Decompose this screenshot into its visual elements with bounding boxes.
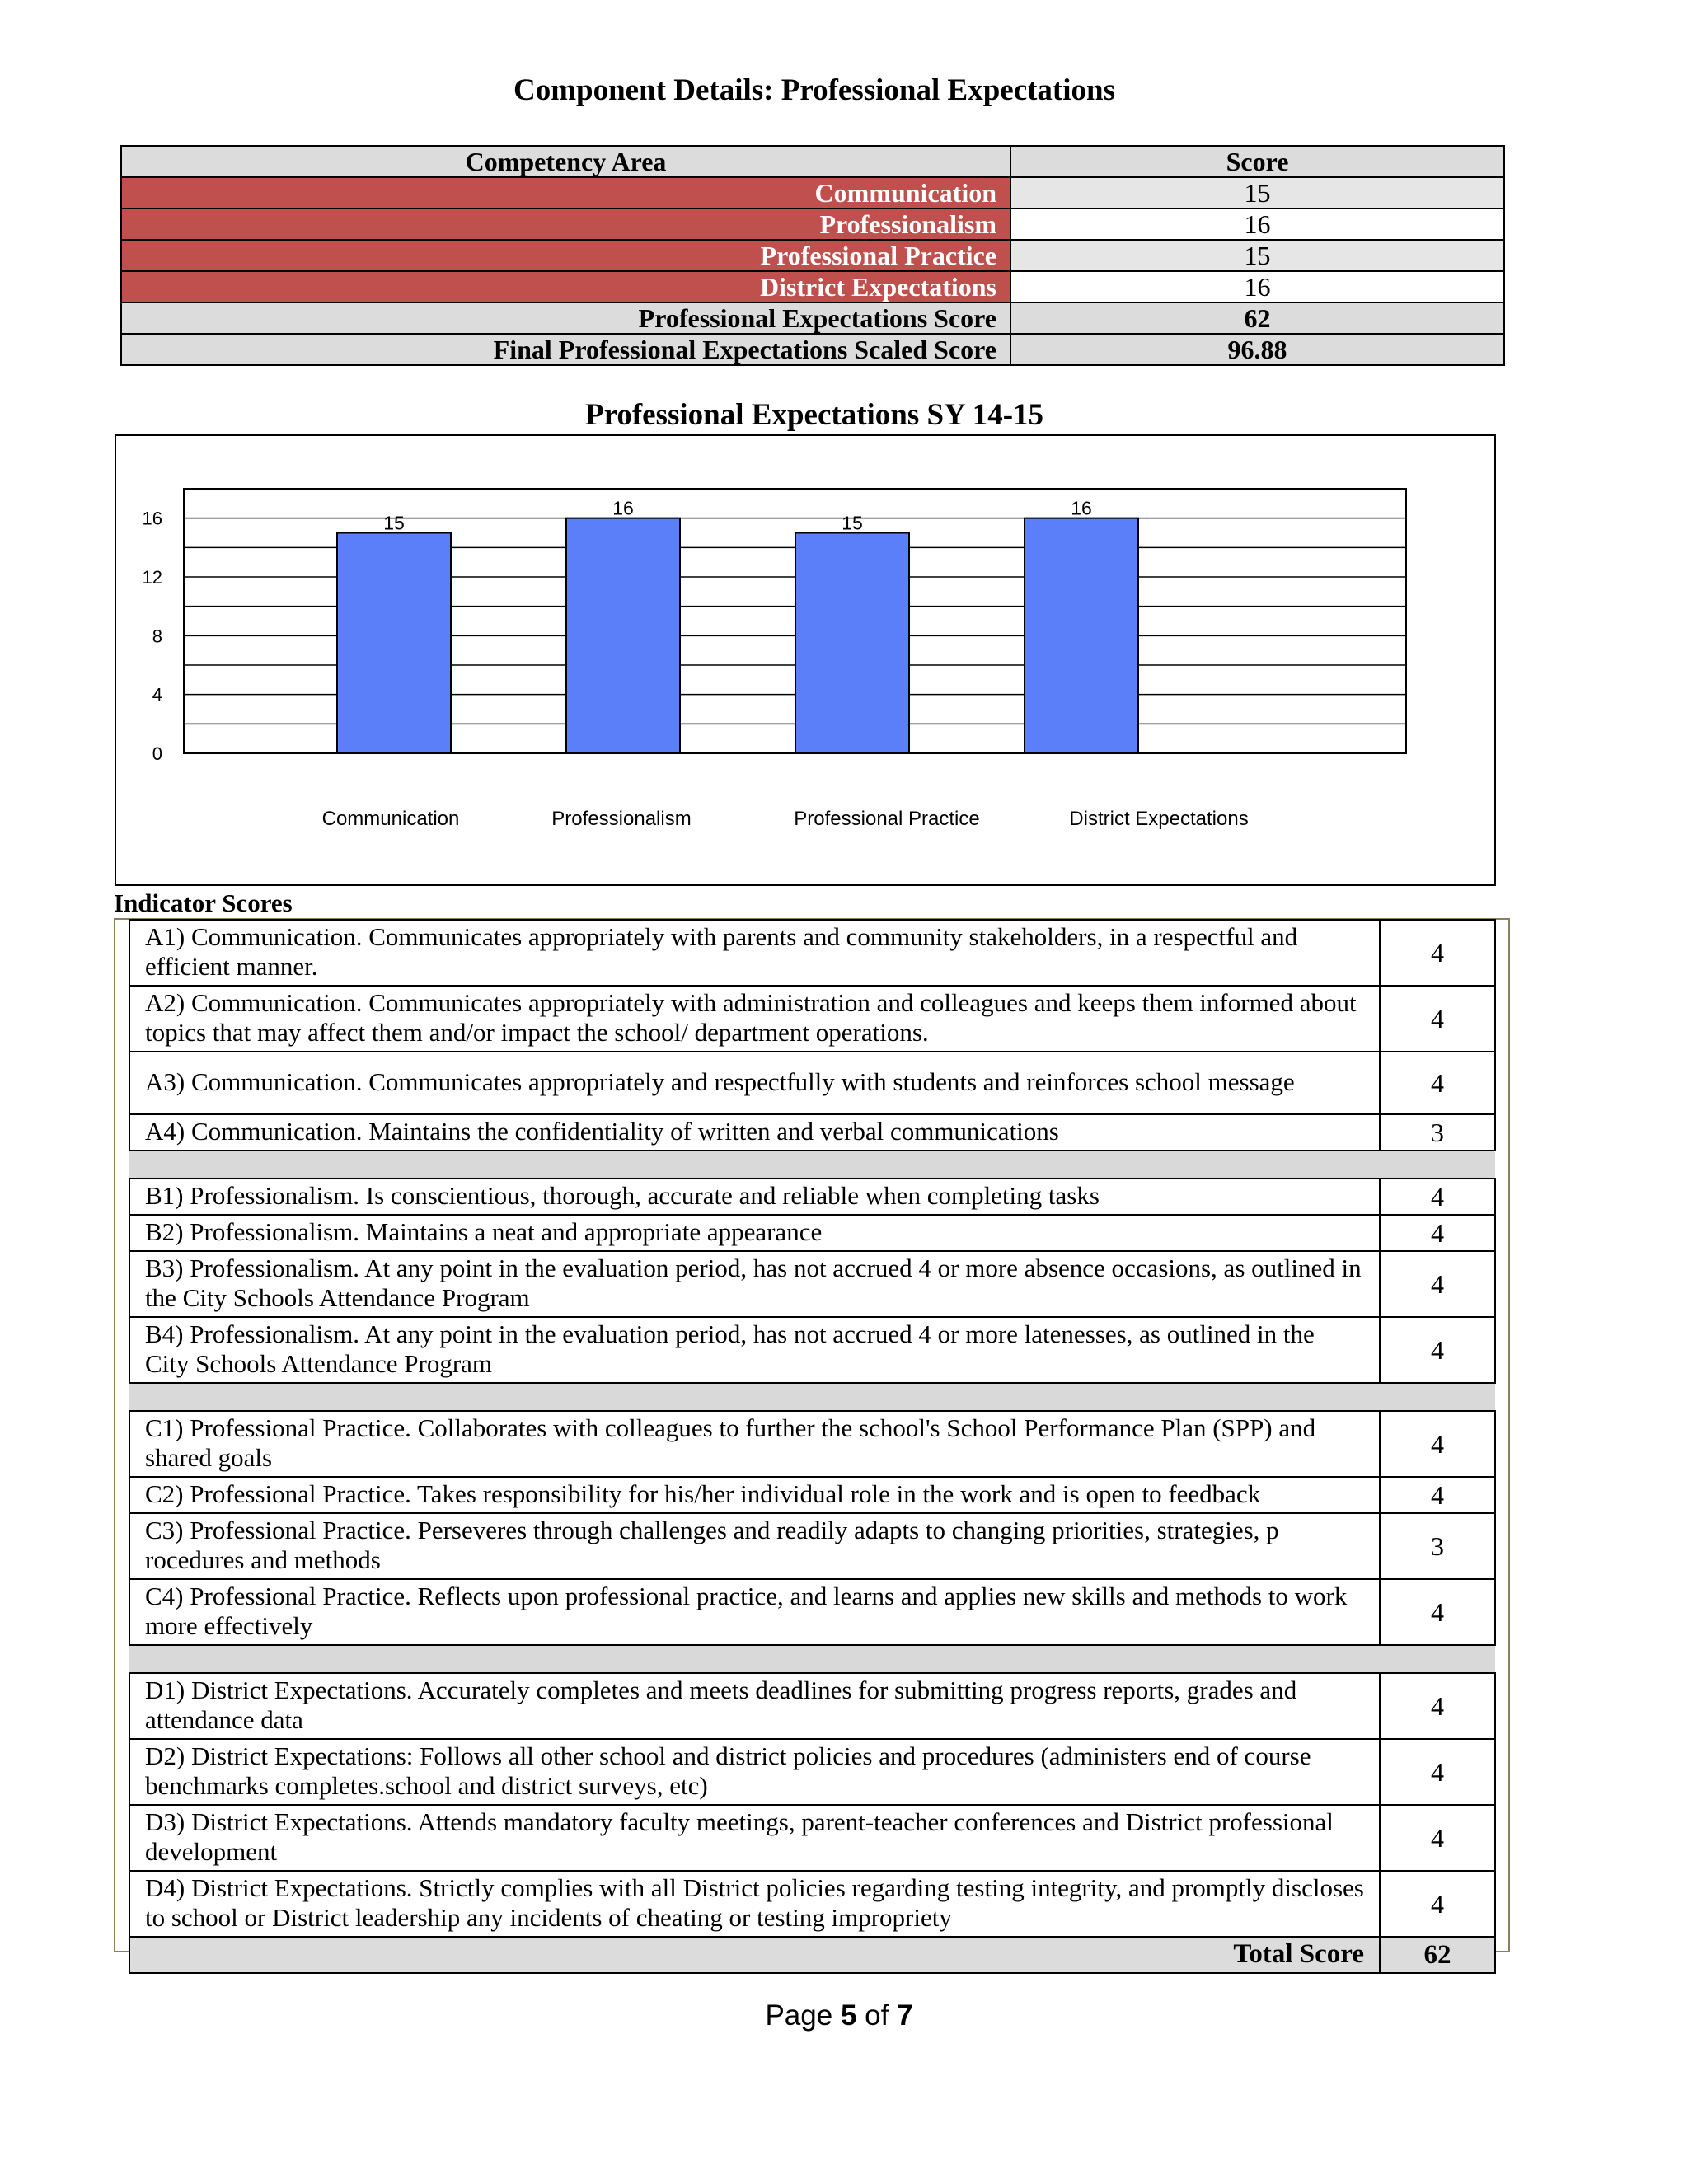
indicator-row xyxy=(129,1215,1495,1251)
indicator-row xyxy=(129,1477,1495,1513)
summary-header-row xyxy=(121,146,1504,177)
indicator-text: A4) Communication. Maintains the confidentiality of written and verbal communications xyxy=(129,1114,1380,1151)
indicator-text: D4) District Expectations. Strictly complies with all District policies regarding testing integrity, and promptly discloses to school or District leadership any incidents of cheating or testing impropriety xyxy=(129,1871,1380,1937)
indicator-row xyxy=(129,1317,1495,1383)
header-score: Score xyxy=(1010,146,1504,177)
group-spacer-row xyxy=(129,1151,1495,1179)
indicator-row xyxy=(129,920,1495,986)
indicator-row xyxy=(129,1411,1495,1477)
indicator-text: B1) Professionalism. Is conscientious, thorough, accurate and reliable when completing tasks xyxy=(129,1179,1380,1215)
footer-current-page: 5 xyxy=(840,1999,857,2032)
summary-row-district-expectations xyxy=(121,271,1504,302)
total-score-row xyxy=(129,1937,1495,1973)
indicator-score: 4 xyxy=(1380,1739,1495,1805)
indicator-score: 3 xyxy=(1380,1513,1495,1579)
indicator-score: 4 xyxy=(1380,1673,1495,1739)
pe-score-label: Professional Expectations Score xyxy=(121,302,1010,334)
summary-row-final-score xyxy=(121,334,1504,365)
indicator-row xyxy=(129,1579,1495,1645)
indicator-score: 4 xyxy=(1380,1411,1495,1477)
indicator-row xyxy=(129,986,1495,1052)
y-tick-label: 4 xyxy=(152,684,162,705)
summary-row-professional-practice xyxy=(121,240,1504,271)
footer-page-prefix: Page xyxy=(765,1999,833,2032)
indicator-row xyxy=(129,1114,1495,1151)
total-score-value: 62 xyxy=(1380,1937,1495,1973)
indicator-score: 4 xyxy=(1380,1179,1495,1215)
group-spacer-row xyxy=(129,1645,1495,1673)
indicator-text: D1) District Expectations. Accurately completes and meets deadlines for submitting progress reports, grades and attendance data xyxy=(129,1673,1380,1739)
indicator-text: B3) Professionalism. At any point in the evaluation period, has not accrued 4 or more absence occasions, as outlined in the City Schools Attendance Program xyxy=(129,1251,1380,1317)
chart-canvas xyxy=(116,436,1498,888)
indicator-text: D3) District Expectations. Attends mandatory faculty meetings, parent-teacher conferences and District professional development xyxy=(129,1805,1380,1871)
indicator-scores-heading: Indicator Scores xyxy=(114,888,293,917)
indicator-score: 4 xyxy=(1380,1805,1495,1871)
indicator-row xyxy=(129,1052,1495,1114)
competency-label: District Expectations xyxy=(121,271,1010,302)
indicator-score: 4 xyxy=(1380,1052,1495,1114)
header-competency-area: Competency Area xyxy=(121,146,1010,177)
footer-total-pages: 7 xyxy=(897,1999,913,2032)
competency-summary-table xyxy=(120,145,1505,366)
final-score-label: Final Professional Expectations Scaled Score xyxy=(121,334,1010,365)
summary-row-communication xyxy=(121,177,1504,209)
competency-score: 16 xyxy=(1010,271,1504,302)
spacer-cell xyxy=(129,1151,1380,1179)
x-tick-label: District Expectations xyxy=(1069,808,1249,830)
competency-label: Communication xyxy=(121,177,1010,209)
indicator-score: 4 xyxy=(1380,1477,1495,1513)
indicator-text: D2) District Expectations: Follows all other school and district policies and procedures (administers end of course benchmarks completes.school and district surveys, etc) xyxy=(129,1739,1380,1805)
indicator-text: A3) Communication. Communicates appropriately and respectfully with students and reinforces school message xyxy=(129,1052,1380,1114)
summary-row-pe-score xyxy=(121,302,1504,334)
final-score-value: 96.88 xyxy=(1010,334,1504,365)
indicator-row xyxy=(129,1179,1495,1215)
y-tick-label: 12 xyxy=(142,567,162,588)
competency-label: Professionalism xyxy=(121,209,1010,240)
x-tick-label: Professional Practice xyxy=(794,808,980,830)
indicator-row xyxy=(129,1513,1495,1579)
page-title: Component Details: Professional Expectations xyxy=(513,73,1116,107)
pe-score-value: 62 xyxy=(1010,302,1504,334)
indicator-row xyxy=(129,1673,1495,1739)
indicator-score: 4 xyxy=(1380,986,1495,1052)
indicator-scores-table xyxy=(129,919,1496,1974)
footer-of: of xyxy=(865,1999,889,2032)
indicator-text: C1) Professional Practice. Collaborates with colleagues to further the school's School Performance Plan (SPP) and shared goals xyxy=(129,1411,1380,1477)
indicator-text: A1) Communication. Communicates appropriately with parents and community stakeholders, in a respectful and efficient manner. xyxy=(129,920,1380,986)
spacer-cell xyxy=(129,1383,1380,1411)
competency-score: 16 xyxy=(1010,209,1504,240)
data-label: 15 xyxy=(842,512,863,534)
indicator-row xyxy=(129,1805,1495,1871)
group-spacer-row xyxy=(129,1383,1495,1411)
competency-score: 15 xyxy=(1010,240,1504,271)
indicator-row xyxy=(129,1739,1495,1805)
bar-communication xyxy=(337,533,451,754)
data-label: 16 xyxy=(612,497,634,519)
x-tick-label: Professionalism xyxy=(551,808,692,830)
bar-professional-practice xyxy=(795,533,909,754)
indicator-score: 3 xyxy=(1380,1114,1495,1151)
indicator-score: 4 xyxy=(1380,1579,1495,1645)
y-tick-label: 16 xyxy=(142,508,162,529)
indicator-text: B2) Professionalism. Maintains a neat and appropriate appearance xyxy=(129,1215,1380,1251)
competency-label: Professional Practice xyxy=(121,240,1010,271)
total-score-label: Total Score xyxy=(129,1937,1380,1973)
competency-score: 15 xyxy=(1010,177,1504,209)
summary-row-professionalism xyxy=(121,209,1504,240)
y-tick-label: 8 xyxy=(152,626,162,647)
spacer-cell xyxy=(129,1645,1380,1673)
indicator-row xyxy=(129,1251,1495,1317)
indicator-text: B4) Professionalism. At any point in the evaluation period, has not accrued 4 or more latenesses, as outlined in the City Schools Attendance Program xyxy=(129,1317,1380,1383)
indicator-score: 4 xyxy=(1380,1251,1495,1317)
indicator-text: C4) Professional Practice. Reflects upon professional practice, and learns and applies new skills and methods to work more effectively xyxy=(129,1579,1380,1645)
spacer-cell xyxy=(1380,1645,1495,1673)
indicator-text: A2) Communication. Communicates appropriately with administration and colleagues and keeps them informed about topics that may affect them and/or impact the school/ department operations. xyxy=(129,986,1380,1052)
indicator-text: C2) Professional Practice. Takes responsibility for his/her individual role in the work and is open to feedback xyxy=(129,1477,1380,1513)
page-footer xyxy=(0,1999,1678,2032)
indicator-score: 4 xyxy=(1380,1215,1495,1251)
bar-chart xyxy=(115,434,1496,886)
y-tick-label: 0 xyxy=(152,743,162,764)
data-label: 15 xyxy=(383,512,405,534)
indicator-score: 4 xyxy=(1380,1871,1495,1937)
bar-professionalism xyxy=(566,518,680,753)
bar-district-expectations xyxy=(1025,518,1138,753)
spacer-cell xyxy=(1380,1151,1495,1179)
indicator-text: C3) Professional Practice. Perseveres through challenges and readily adapts to changing priorities, strategies, p rocedures and methods xyxy=(129,1513,1380,1579)
spacer-cell xyxy=(1380,1383,1495,1411)
data-label: 16 xyxy=(1071,497,1092,519)
indicator-score: 4 xyxy=(1380,1317,1495,1383)
indicator-score: 4 xyxy=(1380,920,1495,986)
indicator-row xyxy=(129,1871,1495,1937)
chart-title: Professional Expectations SY 14-15 xyxy=(584,398,1044,432)
x-tick-label: Communication xyxy=(321,808,460,830)
